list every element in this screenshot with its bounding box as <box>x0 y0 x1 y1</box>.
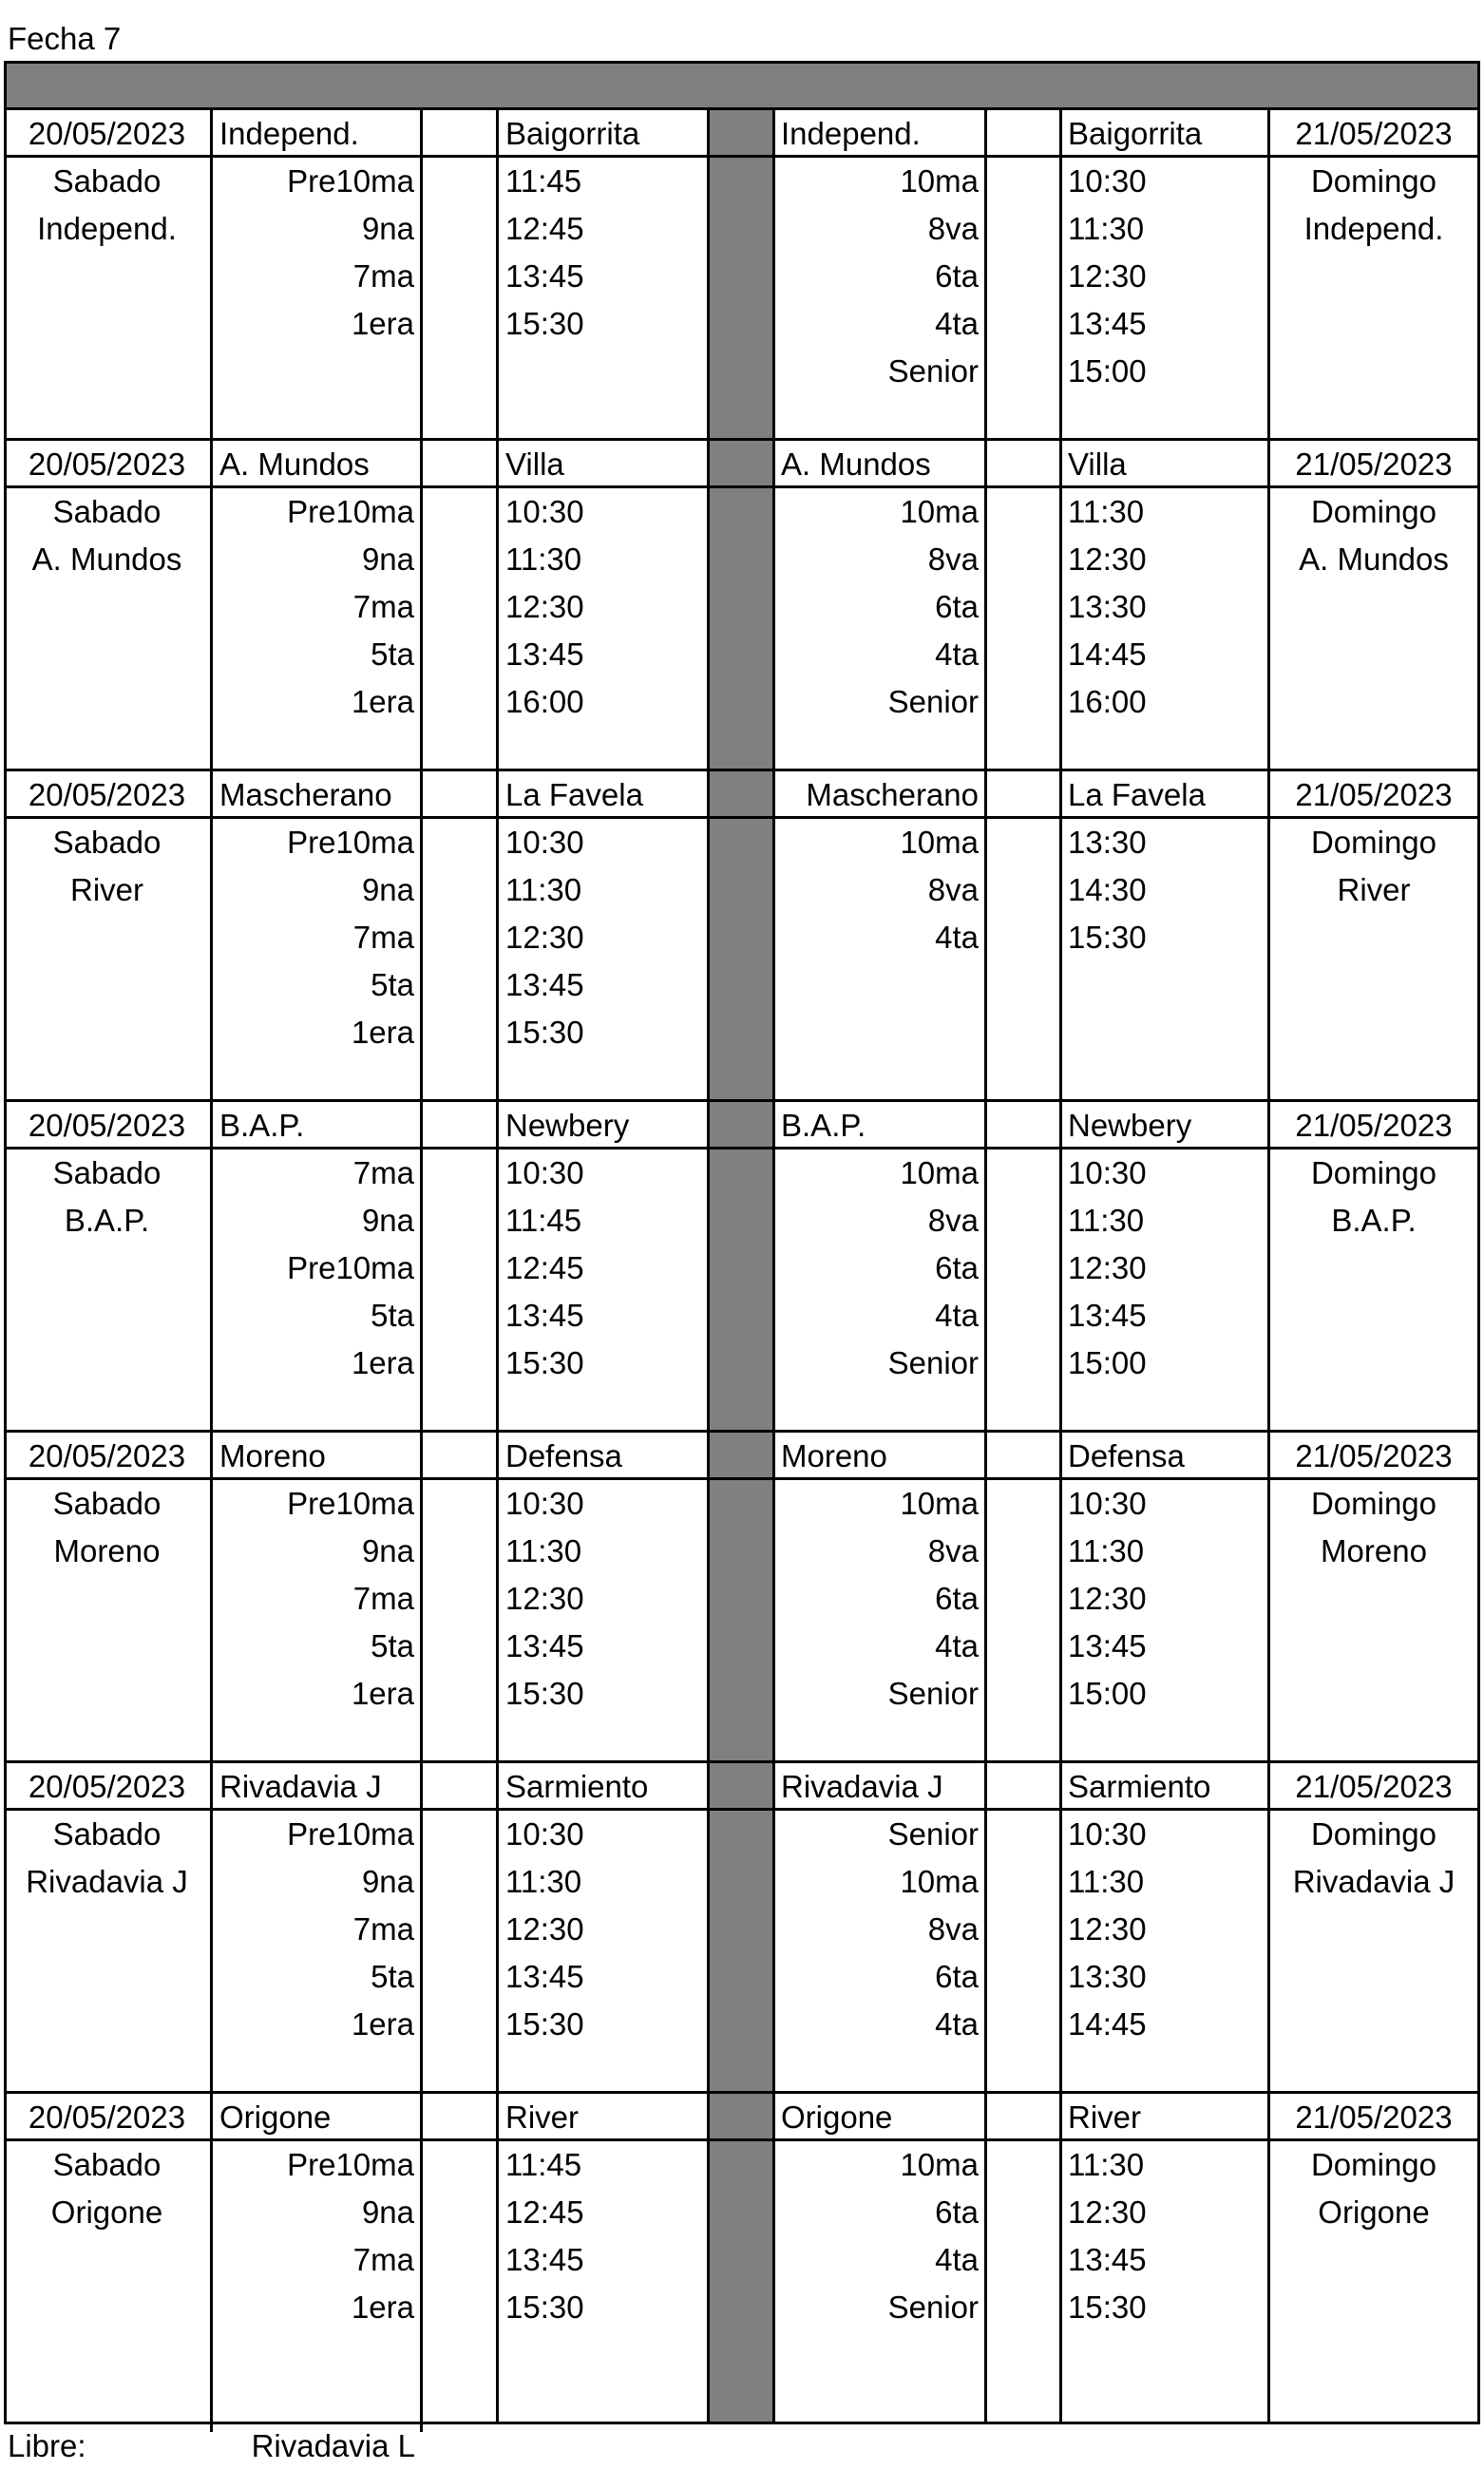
home-team-saturday: A. Mundos <box>219 446 370 482</box>
time-sunday: 13:45 <box>1068 1298 1147 1333</box>
category-sunday: 10ma <box>900 1155 979 1190</box>
match-date-sunday: 21/05/2023 <box>1295 1108 1453 1143</box>
venue-saturday: B.A.P. <box>64 1203 150 1238</box>
time-saturday: 15:30 <box>505 1015 584 1050</box>
venue-sunday: A. Mundos <box>1299 542 1449 577</box>
away-team-sunday: La Favela <box>1068 777 1206 812</box>
category-sunday: 4ta <box>935 306 979 341</box>
match-date-saturday: 20/05/2023 <box>28 116 186 151</box>
home-team-sunday: A. Mundos <box>781 446 931 482</box>
home-team-saturday: Rivadavia J <box>219 1769 382 1804</box>
time-saturday: 11:30 <box>505 872 582 907</box>
grid-line <box>984 107 987 2424</box>
category-sunday: 10ma <box>900 2147 979 2182</box>
grid-line <box>4 107 7 2424</box>
home-team-saturday: Mascherano <box>219 777 392 812</box>
category-saturday: 9na <box>361 211 414 246</box>
venue-sunday: Rivadavia J <box>1292 1864 1455 1899</box>
category-saturday: 1era <box>351 1345 414 1380</box>
day-label-sunday: Domingo <box>1310 825 1437 860</box>
venue-saturday: A. Mundos <box>31 542 182 577</box>
category-sunday: 8va <box>927 542 979 577</box>
match-date-sunday: 21/05/2023 <box>1295 2100 1453 2135</box>
time-sunday: 10:30 <box>1068 1816 1147 1852</box>
match-date-sunday: 21/05/2023 <box>1295 446 1453 482</box>
category-sunday: 10ma <box>900 1864 979 1899</box>
time-saturday: 11:30 <box>505 542 582 577</box>
time-saturday: 10:30 <box>505 825 584 860</box>
home-team-sunday: Mascherano <box>806 777 979 812</box>
day-label-sunday: Domingo <box>1310 163 1437 199</box>
time-saturday: 11:45 <box>505 2147 582 2182</box>
day-label-sunday: Domingo <box>1310 1816 1437 1852</box>
grid-line <box>707 107 710 2424</box>
category-saturday: 1era <box>351 2290 414 2325</box>
category-saturday: 5ta <box>371 1628 414 1663</box>
match-date-saturday: 20/05/2023 <box>28 446 186 482</box>
category-sunday: 4ta <box>935 2242 979 2277</box>
time-sunday: 16:00 <box>1068 684 1147 719</box>
time-sunday: 10:30 <box>1068 1486 1147 1521</box>
time-sunday: 12:30 <box>1068 1911 1147 1947</box>
category-sunday: 8va <box>927 1203 979 1238</box>
home-team-sunday: Moreno <box>781 1438 887 1473</box>
day-label-saturday: Sabado <box>52 494 162 529</box>
venue-sunday: River <box>1337 872 1411 907</box>
category-saturday: Pre10ma <box>287 494 414 529</box>
match-date-saturday: 20/05/2023 <box>28 1438 186 1473</box>
category-sunday: Senior <box>887 1816 979 1852</box>
time-saturday: 13:45 <box>505 1959 584 1994</box>
grid-line <box>420 107 423 2424</box>
home-team-sunday: Origone <box>781 2100 893 2135</box>
day-label-saturday: Sabado <box>52 1486 162 1521</box>
day-label-saturday: Sabado <box>52 825 162 860</box>
day-label-saturday: Sabado <box>52 2147 162 2182</box>
time-saturday: 12:30 <box>505 920 584 955</box>
away-team-sunday: Defensa <box>1068 1438 1185 1473</box>
category-sunday: 8va <box>927 1533 979 1568</box>
time-saturday: 12:30 <box>505 1911 584 1947</box>
match-date-saturday: 20/05/2023 <box>28 1108 186 1143</box>
venue-sunday: B.A.P. <box>1331 1203 1417 1238</box>
category-saturday: 5ta <box>371 967 414 1002</box>
time-sunday: 15:00 <box>1068 1345 1147 1380</box>
category-saturday: 9na <box>361 1533 414 1568</box>
category-sunday: 4ta <box>935 1298 979 1333</box>
time-saturday: 10:30 <box>505 1816 584 1852</box>
category-sunday: 10ma <box>900 825 979 860</box>
home-team-saturday: B.A.P. <box>219 1108 305 1143</box>
time-saturday: 12:45 <box>505 2194 584 2230</box>
category-sunday: 8va <box>927 1911 979 1947</box>
category-sunday: 4ta <box>935 920 979 955</box>
time-sunday: 13:30 <box>1068 589 1147 624</box>
grid-line <box>772 107 775 2424</box>
venue-saturday: Independ. <box>37 211 177 246</box>
time-sunday: 13:30 <box>1068 1959 1147 1994</box>
category-sunday: 10ma <box>900 494 979 529</box>
time-saturday: 15:30 <box>505 306 584 341</box>
away-team-saturday: Newbery <box>505 1108 630 1143</box>
category-sunday: 8va <box>927 211 979 246</box>
away-team-sunday: Villa <box>1068 446 1127 482</box>
category-sunday: 6ta <box>935 1581 979 1616</box>
category-sunday: 10ma <box>900 1486 979 1521</box>
home-team-sunday: Rivadavia J <box>781 1769 943 1804</box>
match-date-saturday: 20/05/2023 <box>28 1769 186 1804</box>
time-sunday: 13:45 <box>1068 306 1147 341</box>
time-sunday: 13:30 <box>1068 825 1147 860</box>
time-saturday: 13:45 <box>505 967 584 1002</box>
time-saturday: 13:45 <box>505 1628 584 1663</box>
away-team-sunday: River <box>1068 2100 1142 2135</box>
category-sunday: 8va <box>927 872 979 907</box>
category-sunday: 6ta <box>935 1959 979 1994</box>
category-saturday: 1era <box>351 306 414 341</box>
home-team-sunday: Independ. <box>781 116 921 151</box>
away-team-saturday: River <box>505 2100 580 2135</box>
away-team-sunday: Newbery <box>1068 1108 1192 1143</box>
category-saturday: 7ma <box>352 2242 414 2277</box>
time-sunday: 13:45 <box>1068 2242 1147 2277</box>
time-saturday: 15:30 <box>505 1676 584 1711</box>
category-saturday: 7ma <box>352 589 414 624</box>
time-sunday: 11:30 <box>1068 1533 1145 1568</box>
category-sunday: 4ta <box>935 636 979 672</box>
category-saturday: 9na <box>361 1864 414 1899</box>
day-label-saturday: Sabado <box>52 1816 162 1852</box>
time-sunday: 11:30 <box>1068 494 1145 529</box>
away-team-saturday: Villa <box>505 446 564 482</box>
away-team-saturday: La Favela <box>505 777 643 812</box>
time-saturday: 12:45 <box>505 1250 584 1285</box>
home-team-saturday: Independ. <box>219 116 359 151</box>
grid-line <box>1477 61 1480 107</box>
home-team-saturday: Origone <box>219 2100 332 2135</box>
match-date-sunday: 21/05/2023 <box>1295 1769 1453 1804</box>
time-sunday: 10:30 <box>1068 1155 1147 1190</box>
venue-sunday: Moreno <box>1321 1533 1427 1568</box>
day-label-saturday: Sabado <box>52 1155 162 1190</box>
time-sunday: 14:45 <box>1068 636 1147 672</box>
category-saturday: 1era <box>351 1676 414 1711</box>
time-saturday: 11:45 <box>505 163 582 199</box>
category-saturday: 7ma <box>352 258 414 294</box>
category-sunday: 6ta <box>935 1250 979 1285</box>
time-sunday: 15:30 <box>1068 920 1147 955</box>
time-sunday: 15:00 <box>1068 1676 1147 1711</box>
category-saturday: 5ta <box>371 636 414 672</box>
time-saturday: 10:30 <box>505 1486 584 1521</box>
category-saturday: Pre10ma <box>287 1250 414 1285</box>
venue-saturday: Origone <box>50 2194 163 2230</box>
away-team-saturday: Sarmiento <box>505 1769 649 1804</box>
match-date-sunday: 21/05/2023 <box>1295 777 1453 812</box>
category-sunday: 6ta <box>935 589 979 624</box>
day-label-saturday: Sabado <box>52 163 162 199</box>
time-saturday: 11:30 <box>505 1864 582 1899</box>
category-sunday: 4ta <box>935 1628 979 1663</box>
category-saturday: 9na <box>361 1203 414 1238</box>
category-sunday: Senior <box>887 684 979 719</box>
category-saturday: Pre10ma <box>287 1486 414 1521</box>
category-saturday: Pre10ma <box>287 2147 414 2182</box>
category-saturday: 1era <box>351 1015 414 1050</box>
venue-sunday: Origone <box>1318 2194 1430 2230</box>
category-saturday: 1era <box>351 2006 414 2042</box>
grid-line <box>4 61 7 107</box>
time-sunday: 14:30 <box>1068 872 1147 907</box>
match-date-saturday: 20/05/2023 <box>28 777 186 812</box>
category-sunday: 6ta <box>935 2194 979 2230</box>
category-saturday: 7ma <box>352 1155 414 1190</box>
category-sunday: 10ma <box>900 163 979 199</box>
day-label-sunday: Domingo <box>1310 494 1437 529</box>
libre-label: Libre: <box>8 2428 86 2463</box>
day-label-sunday: Domingo <box>1310 1155 1437 1190</box>
match-date-sunday: 21/05/2023 <box>1295 116 1453 151</box>
category-saturday: 5ta <box>371 1959 414 1994</box>
day-separator-column <box>709 107 773 2422</box>
away-team-saturday: Baigorrita <box>505 116 640 151</box>
time-saturday: 12:30 <box>505 1581 584 1616</box>
time-sunday: 15:00 <box>1068 353 1147 389</box>
grid-line <box>420 2424 423 2432</box>
grid-line <box>4 61 1480 64</box>
day-label-sunday: Domingo <box>1310 2147 1437 2182</box>
time-saturday: 13:45 <box>505 2242 584 2277</box>
time-sunday: 11:30 <box>1068 2147 1145 2182</box>
venue-saturday: Rivadavia J <box>26 1864 188 1899</box>
grid-line <box>1059 107 1062 2424</box>
time-sunday: 13:45 <box>1068 1628 1147 1663</box>
time-saturday: 12:45 <box>505 211 584 246</box>
time-saturday: 10:30 <box>505 494 584 529</box>
libre-team: Rivadavia L <box>251 2428 415 2463</box>
category-saturday: 9na <box>361 542 414 577</box>
time-sunday: 11:30 <box>1068 211 1145 246</box>
category-saturday: Pre10ma <box>287 163 414 199</box>
category-saturday: 7ma <box>352 1911 414 1947</box>
time-sunday: 14:45 <box>1068 2006 1147 2042</box>
category-sunday: Senior <box>887 353 979 389</box>
time-saturday: 10:30 <box>505 1155 584 1190</box>
time-sunday: 10:30 <box>1068 163 1147 199</box>
match-date-saturday: 20/05/2023 <box>28 2100 186 2135</box>
home-team-sunday: B.A.P. <box>781 1108 866 1143</box>
time-sunday: 11:30 <box>1068 1864 1145 1899</box>
grid-line <box>1267 107 1270 2424</box>
match-date-sunday: 21/05/2023 <box>1295 1438 1453 1473</box>
category-saturday: Pre10ma <box>287 1816 414 1852</box>
category-sunday: Senior <box>887 1676 979 1711</box>
time-saturday: 12:30 <box>505 589 584 624</box>
time-saturday: 11:45 <box>505 1203 582 1238</box>
header-bar <box>4 61 1480 107</box>
time-sunday: 12:30 <box>1068 1250 1147 1285</box>
category-saturday: 5ta <box>371 1298 414 1333</box>
category-saturday: 9na <box>361 872 414 907</box>
time-saturday: 15:30 <box>505 1345 584 1380</box>
time-sunday: 12:30 <box>1068 542 1147 577</box>
time-sunday: 15:30 <box>1068 2290 1147 2325</box>
category-sunday: Senior <box>887 2290 979 2325</box>
day-label-sunday: Domingo <box>1310 1486 1437 1521</box>
time-saturday: 15:30 <box>505 2290 584 2325</box>
away-team-saturday: Defensa <box>505 1438 622 1473</box>
grid-line <box>210 107 213 2424</box>
category-saturday: Pre10ma <box>287 825 414 860</box>
category-saturday: 7ma <box>352 1581 414 1616</box>
away-team-sunday: Baigorrita <box>1068 116 1203 151</box>
time-sunday: 12:30 <box>1068 1581 1147 1616</box>
sheet-title: Fecha 7 <box>8 21 122 56</box>
time-sunday: 11:30 <box>1068 1203 1145 1238</box>
time-saturday: 15:30 <box>505 2006 584 2042</box>
time-saturday: 16:00 <box>505 684 584 719</box>
venue-sunday: Independ. <box>1303 211 1444 246</box>
category-saturday: 7ma <box>352 920 414 955</box>
category-sunday: Senior <box>887 1345 979 1380</box>
category-sunday: 6ta <box>935 258 979 294</box>
time-saturday: 11:30 <box>505 1533 582 1568</box>
category-sunday: 4ta <box>935 2006 979 2042</box>
category-saturday: 9na <box>361 2194 414 2230</box>
venue-saturday: River <box>69 872 143 907</box>
home-team-saturday: Moreno <box>219 1438 326 1473</box>
category-saturday: 1era <box>351 684 414 719</box>
venue-saturday: Moreno <box>53 1533 161 1568</box>
grid-line <box>1477 107 1480 2424</box>
time-sunday: 12:30 <box>1068 2194 1147 2230</box>
time-saturday: 13:45 <box>505 1298 584 1333</box>
away-team-sunday: Sarmiento <box>1068 1769 1211 1804</box>
time-sunday: 12:30 <box>1068 258 1147 294</box>
time-saturday: 13:45 <box>505 258 584 294</box>
grid-line <box>496 107 499 2424</box>
time-saturday: 13:45 <box>505 636 584 672</box>
